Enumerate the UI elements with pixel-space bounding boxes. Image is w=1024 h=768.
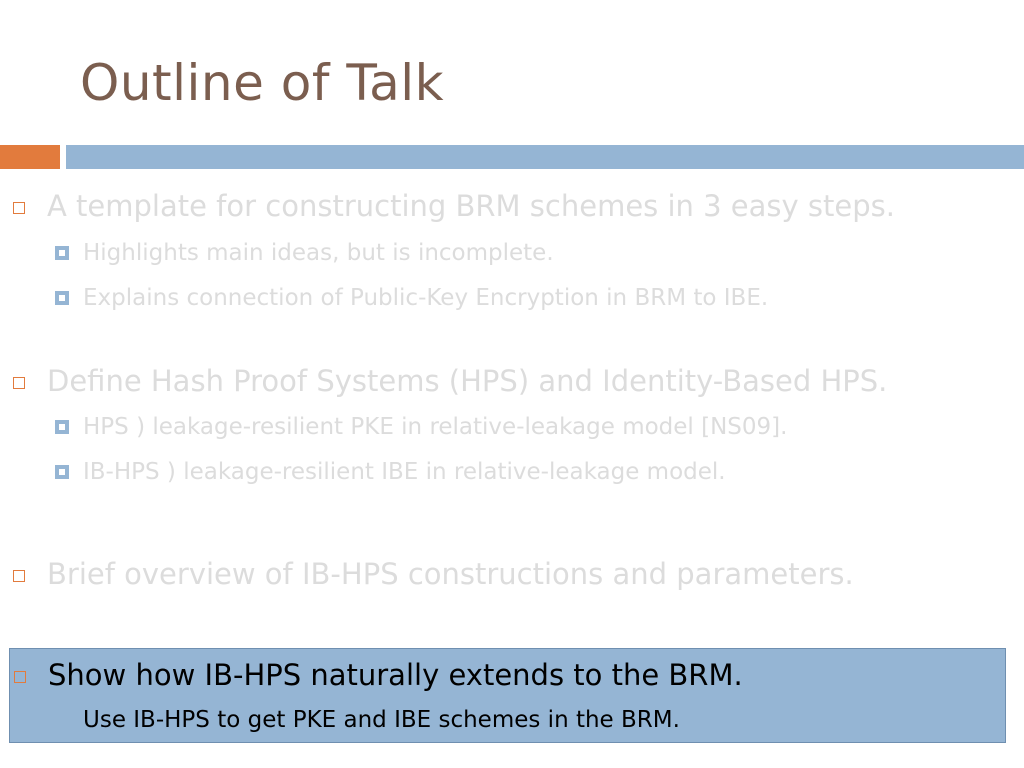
bullet-2	[13, 359, 1003, 399]
square-bullet-icon	[13, 202, 25, 214]
bullet-2-text: Define Hash Proof Systems (HPS) and Identity-Based HPS.	[47, 364, 888, 398]
bullet-1-sub-1-text: Highlights main ideas, but is incomplete.	[83, 240, 554, 266]
bullet-1	[13, 184, 1003, 224]
bullet-4	[14, 653, 1004, 693]
filled-square-bullet-icon	[55, 420, 69, 434]
filled-square-bullet-icon	[55, 291, 69, 305]
highlighted-bullet-box	[9, 648, 1006, 743]
bullet-2-sub-1-text: HPS ) leakage-resilient PKE in relative-leakage model [NS09].	[83, 414, 788, 440]
filled-square-bullet-icon	[55, 465, 69, 479]
bullet-3-text: Brief overview of IB-HPS constructions and parameters.	[47, 557, 854, 591]
square-bullet-icon	[13, 377, 25, 389]
bullet-3	[13, 552, 1003, 592]
bullet-2-sub-1	[55, 408, 1005, 442]
square-bullet-icon	[14, 671, 26, 683]
bullet-4-text: Show how IB-HPS naturally extends to the BRM.	[48, 658, 743, 692]
bullet-1-sub-1	[55, 234, 1005, 268]
bullet-4-sub-text: Use IB-HPS to get PKE and IBE schemes in the BRM.	[83, 707, 680, 733]
slide-title: Outline of Talk	[80, 54, 445, 112]
bullet-2-sub-2	[55, 453, 1005, 487]
filled-square-bullet-icon	[55, 246, 69, 260]
bullet-1-sub-2-text: Explains connection of Public-Key Encryption in BRM to IBE.	[83, 285, 769, 311]
square-bullet-icon	[13, 570, 25, 582]
bullet-1-sub-2	[55, 279, 1005, 313]
title-rule-bar	[66, 145, 1024, 169]
title-accent-bar	[0, 145, 60, 169]
bullet-2-sub-2-text: IB-HPS ) leakage-resilient IBE in relative-leakage model.	[83, 459, 726, 485]
bullet-1-text: A template for constructing BRM schemes in 3 easy steps.	[47, 189, 895, 223]
